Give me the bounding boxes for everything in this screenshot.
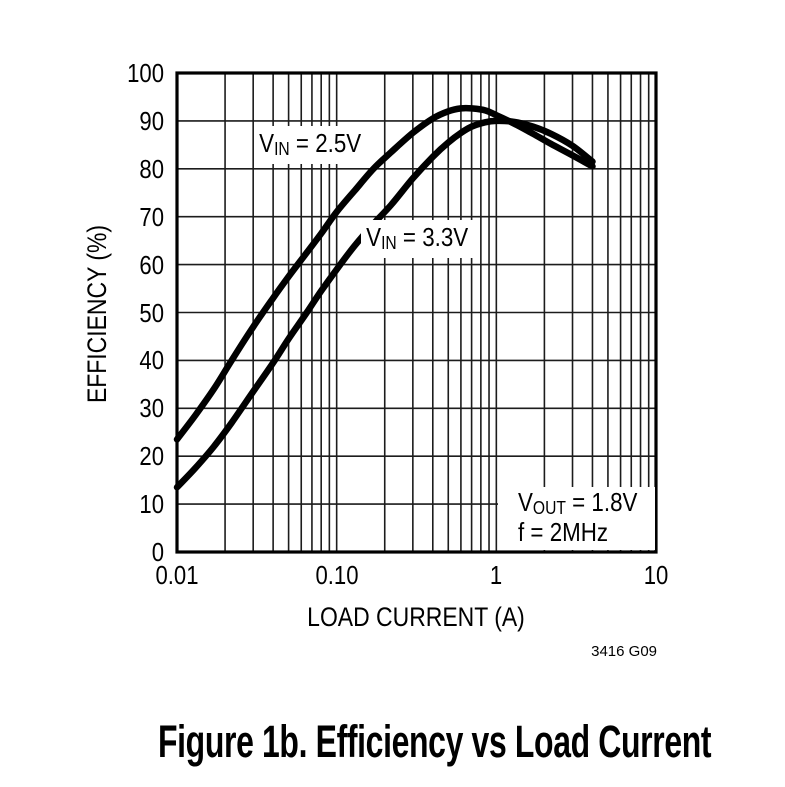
y-tick-label: 70 [139, 201, 164, 232]
y-tick-label: 20 [139, 441, 164, 472]
y-tick-label: 50 [139, 297, 164, 328]
annotation-frequency: f = 2MHz [518, 517, 609, 547]
curve-label-subscript: IN [381, 233, 397, 254]
y-tick-label: 60 [139, 249, 164, 280]
x-tick-label: 0.01 [155, 560, 199, 590]
figure-caption-row [45, 716, 785, 768]
annotation-subscript: OUT [532, 498, 566, 519]
curve-label-text: = 3.3V [396, 222, 469, 252]
y-tick-label: 30 [139, 393, 164, 424]
curve-label-subscript: IN [274, 139, 290, 160]
curve-label-text: = 2.5V [289, 128, 362, 158]
graph-id: 3416 G09 [591, 643, 657, 660]
x-tick-label: 0.10 [315, 560, 359, 590]
y-tick-label: 10 [139, 489, 164, 520]
curve-label-text: V [259, 128, 275, 158]
curve-label-vin-3.3v [361, 220, 473, 258]
y-tick-label: 100 [127, 58, 164, 88]
conditions-annotation [498, 487, 655, 550]
figure-caption: Figure 1b. Efficiency vs Load Current [157, 716, 712, 767]
x-tick-label: 1 [490, 560, 503, 590]
curve-label-vin-2.5v [254, 126, 366, 164]
x-axis-title: LOAD CURRENT (A) [307, 602, 525, 632]
y-tick-label: 40 [139, 345, 164, 376]
x-tick-label: 10 [643, 560, 669, 590]
y-tick-label: 80 [139, 153, 164, 184]
annotation-vout [518, 489, 636, 519]
annotation-text: V [518, 487, 533, 517]
annotation-text: = 1.8V [565, 487, 638, 517]
y-tick-label: 90 [139, 105, 164, 136]
y-tick-label: 0 [151, 537, 164, 567]
y-axis-title: EFFICIENCY (%) [82, 224, 112, 404]
curve-label-text: V [366, 222, 382, 252]
